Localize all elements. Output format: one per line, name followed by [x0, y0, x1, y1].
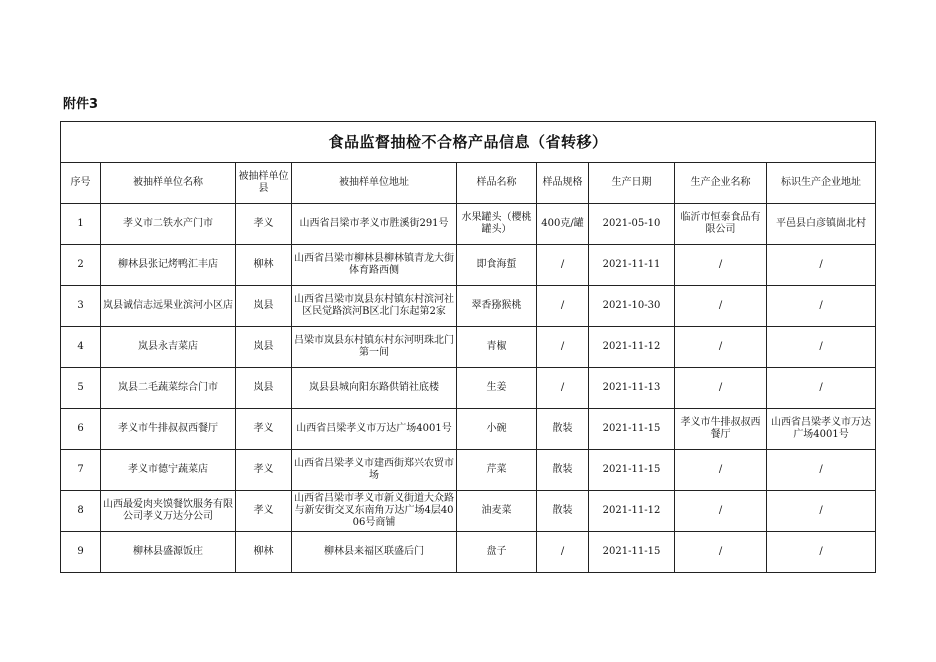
cell-sampled-unit-county: 岚县 — [236, 327, 292, 368]
cell-sample-spec: / — [537, 245, 589, 286]
cell-manufacturer-name: 临沂市恒泰食品有限公司 — [675, 204, 767, 245]
cell-seq: 3 — [61, 286, 101, 327]
header-sample-spec: 样品规格 — [537, 163, 589, 204]
cell-production-date: 2021-11-11 — [589, 245, 675, 286]
cell-seq: 6 — [61, 409, 101, 450]
cell-sample-spec: 散装 — [537, 450, 589, 491]
cell-sampled-unit-address: 山西省吕梁市孝义市胜溪街291号 — [292, 204, 457, 245]
cell-seq: 1 — [61, 204, 101, 245]
cell-seq: 8 — [61, 491, 101, 532]
cell-sampled-unit-county: 岚县 — [236, 368, 292, 409]
cell-manufacturer-name: / — [675, 245, 767, 286]
cell-sampled-unit-county: 柳林 — [236, 532, 292, 573]
cell-sampled-unit-address: 柳林县来福区联盛后门 — [292, 532, 457, 573]
cell-production-date: 2021-11-12 — [589, 491, 675, 532]
table-row — [61, 204, 876, 245]
cell-production-date: 2021-11-15 — [589, 409, 675, 450]
cell-manufacturer-name: / — [675, 368, 767, 409]
table-row — [61, 450, 876, 491]
cell-sample-name: 水果罐头（樱桃罐头） — [457, 204, 537, 245]
cell-manufacturer-address: 平邑县白彦镇崮北村 — [767, 204, 876, 245]
cell-production-date: 2021-11-12 — [589, 327, 675, 368]
header-sampled-unit-county: 被抽样单位县 — [236, 163, 292, 204]
cell-sampled-unit-name: 岚县永吉菜店 — [101, 327, 236, 368]
cell-sample-spec: / — [537, 368, 589, 409]
cell-sampled-unit-county: 孝义 — [236, 491, 292, 532]
cell-sampled-unit-name: 柳林县盛源饭庄 — [101, 532, 236, 573]
cell-sampled-unit-name: 孝义市二铁水产门市 — [101, 204, 236, 245]
cell-manufacturer-address: / — [767, 245, 876, 286]
table-row — [61, 491, 876, 532]
header-manufacturer-address: 标识生产企业地址 — [767, 163, 876, 204]
header-sampled-unit-name: 被抽样单位名称 — [101, 163, 236, 204]
cell-manufacturer-name: / — [675, 327, 767, 368]
cell-sampled-unit-name: 孝义市德宁蔬菜店 — [101, 450, 236, 491]
cell-sampled-unit-address: 山西省吕梁孝义市万达广场4001号 — [292, 409, 457, 450]
cell-manufacturer-address: 山西省吕梁孝义市万达广场4001号 — [767, 409, 876, 450]
cell-sampled-unit-name: 孝义市牛排叔叔西餐厅 — [101, 409, 236, 450]
cell-sampled-unit-county: 岚县 — [236, 286, 292, 327]
cell-sample-name: 翠香猕猴桃 — [457, 286, 537, 327]
cell-sampled-unit-address: 吕梁市岚县东村镇东村东河明珠北门第一间 — [292, 327, 457, 368]
cell-sampled-unit-county: 孝义 — [236, 450, 292, 491]
cell-manufacturer-address: / — [767, 532, 876, 573]
cell-manufacturer-address: / — [767, 368, 876, 409]
cell-sample-name: 生姜 — [457, 368, 537, 409]
cell-sampled-unit-name: 柳林县张记烤鸭汇丰店 — [101, 245, 236, 286]
unqualified-products-table — [60, 121, 876, 573]
cell-sample-spec: 散装 — [537, 491, 589, 532]
cell-manufacturer-address: / — [767, 491, 876, 532]
cell-seq: 7 — [61, 450, 101, 491]
cell-sampled-unit-county: 孝义 — [236, 409, 292, 450]
cell-sampled-unit-address: 山西省吕梁市柳林县柳林镇青龙大街体育路西侧 — [292, 245, 457, 286]
table-row — [61, 368, 876, 409]
cell-sample-name: 小碗 — [457, 409, 537, 450]
cell-sampled-unit-name: 岚县二毛蔬菜综合门市 — [101, 368, 236, 409]
cell-sample-spec: / — [537, 286, 589, 327]
cell-manufacturer-name: / — [675, 491, 767, 532]
header-manufacturer-name: 生产企业名称 — [675, 163, 767, 204]
cell-sample-name: 青椒 — [457, 327, 537, 368]
attachment-label: 附件3 — [63, 97, 99, 112]
cell-sampled-unit-name: 山西最爱肉夹馍餐饮服务有限公司孝义万达分公司 — [101, 491, 236, 532]
cell-sampled-unit-address: 山西省吕梁市孝义市新义街道大众路与新安街交叉东南角万达广场4层4006号商铺 — [292, 491, 457, 532]
cell-manufacturer-address: / — [767, 450, 876, 491]
cell-sample-name: 芹菜 — [457, 450, 537, 491]
table-row — [61, 409, 876, 450]
cell-seq: 9 — [61, 532, 101, 573]
header-production-date: 生产日期 — [589, 163, 675, 204]
table-row — [61, 327, 876, 368]
cell-sample-spec: / — [537, 532, 589, 573]
cell-seq: 5 — [61, 368, 101, 409]
table-row — [61, 245, 876, 286]
cell-sample-spec: 散装 — [537, 409, 589, 450]
table-row — [61, 286, 876, 327]
table-title: 食品监督抽检不合格产品信息（省转移） — [61, 122, 876, 163]
cell-manufacturer-address: / — [767, 286, 876, 327]
cell-seq: 4 — [61, 327, 101, 368]
table-title-row — [61, 122, 876, 163]
cell-manufacturer-name: / — [675, 450, 767, 491]
table-row — [61, 532, 876, 573]
header-sample-name: 样品名称 — [457, 163, 537, 204]
cell-sample-name: 油麦菜 — [457, 491, 537, 532]
table-header-row — [61, 163, 876, 204]
cell-sampled-unit-address: 岚县县城向阳东路供销社底楼 — [292, 368, 457, 409]
cell-sample-spec: 400克/罐 — [537, 204, 589, 245]
cell-sampled-unit-name: 岚县诚信志远果业滨河小区店 — [101, 286, 236, 327]
cell-production-date: 2021-10-30 — [589, 286, 675, 327]
cell-production-date: 2021-11-13 — [589, 368, 675, 409]
cell-production-date: 2021-11-15 — [589, 532, 675, 573]
cell-manufacturer-address: / — [767, 327, 876, 368]
cell-sampled-unit-address: 山西省吕梁市岚县东村镇东村滨河社区民觉路滨河B区北门东起第2家 — [292, 286, 457, 327]
cell-seq: 2 — [61, 245, 101, 286]
header-seq: 序号 — [61, 163, 101, 204]
header-sampled-unit-address: 被抽样单位地址 — [292, 163, 457, 204]
cell-sampled-unit-county: 柳林 — [236, 245, 292, 286]
cell-production-date: 2021-05-10 — [589, 204, 675, 245]
cell-sample-name: 盘子 — [457, 532, 537, 573]
cell-sample-spec: / — [537, 327, 589, 368]
cell-manufacturer-name: / — [675, 286, 767, 327]
cell-sampled-unit-address: 山西省吕梁孝义市建西街郑兴农贸市场 — [292, 450, 457, 491]
cell-manufacturer-name: 孝义市牛排叔叔西餐厅 — [675, 409, 767, 450]
cell-sampled-unit-county: 孝义 — [236, 204, 292, 245]
cell-manufacturer-name: / — [675, 532, 767, 573]
cell-production-date: 2021-11-15 — [589, 450, 675, 491]
cell-sample-name: 即食海蜇 — [457, 245, 537, 286]
